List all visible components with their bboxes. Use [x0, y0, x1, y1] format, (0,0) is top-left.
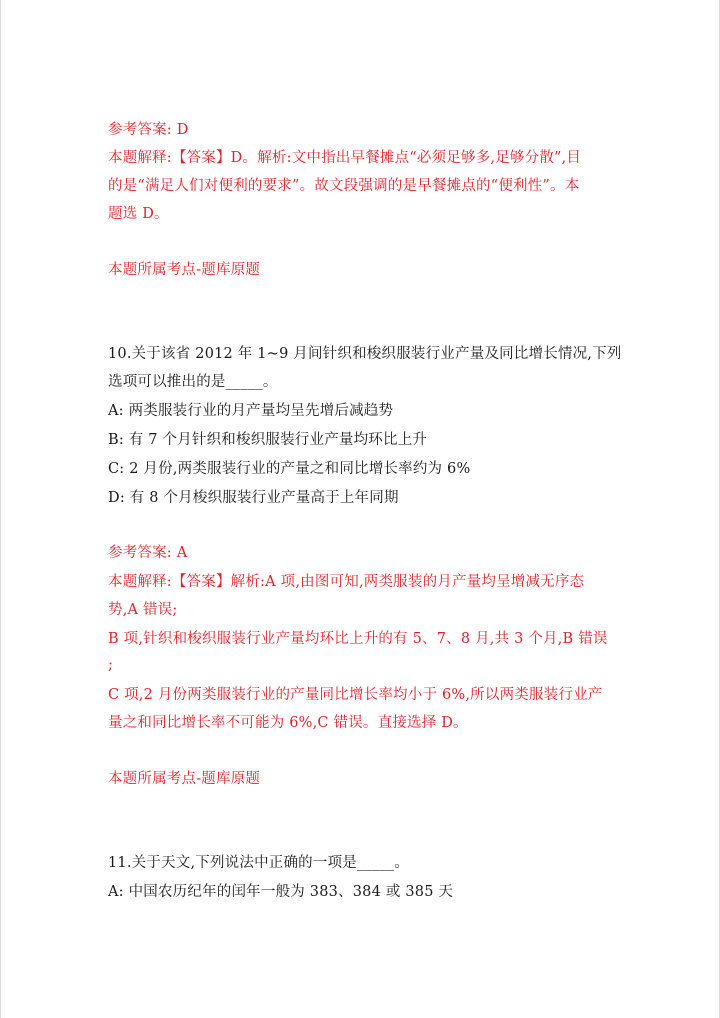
q11-stem: 11.关于天文,下列说法中正确的一项是_____。	[108, 855, 409, 871]
q10-stem-line-1: 10.关于该省 2012 年 1~9 月间针织和梭织服装行业产量及同比增长情况,下列	[108, 346, 622, 362]
q10-explanation-line-5: C 项,2 月份两类服装行业的产量同比增长率均小于 6%,所以两类服装行业产	[108, 687, 603, 703]
q9-answer: 参考答案: D	[108, 122, 189, 138]
q10-option-d: D: 有 8 个月梭织服装行业产量高于上年同期	[108, 490, 399, 506]
q9-explanation-line-1: 本题解释:【答案】D。解析:文中指出早餐摊点“必须足够多,足够分散”,目	[108, 150, 582, 166]
q10-option-c: C: 2 月份,两类服装行业的产量之和同比增长率约为 6%	[108, 461, 471, 477]
q10-source: 本题所属考点-题库原题	[108, 771, 261, 787]
q10-option-a: A: 两类服装行业的月产量均呈先增后减趋势	[108, 403, 394, 419]
q10-answer: 参考答案: A	[108, 545, 188, 561]
q10-explanation-line-2: 势,A 错误;	[108, 602, 178, 618]
q10-explanation-line-1: 本题解释:【答案】解析:A 项,由图可知,两类服装的月产量均呈增减无序态	[108, 574, 585, 590]
q9-source: 本题所属考点-题库原题	[108, 262, 261, 278]
q10-stem-line-2: 选项可以推出的是_____。	[108, 374, 278, 390]
q10-explanation-line-6: 量之和同比增长率不可能为 6%,C 错误。直接选择 D。	[108, 715, 468, 731]
q9-explanation-line-3: 题选 D。	[108, 206, 169, 222]
q10-explanation-line-3: B 项,针织和梭织服装行业产量均环比上升的有 5、7、8 月,共 3 个月,B 错误	[108, 631, 608, 647]
q9-explanation-line-2: 的是“满足人们对便利的要求”。故文段强调的是早餐摊点的“便利性”。本	[108, 178, 580, 194]
q10-explanation-line-4: ;	[108, 657, 114, 673]
q11-option-a: A: 中国农历纪年的闰年一般为 383、384 或 385 天	[108, 884, 454, 900]
page-edge-left	[0, 0, 1, 1018]
q10-option-b: B: 有 7 个月针织和梭织服装行业产量均环比上升	[108, 432, 428, 448]
